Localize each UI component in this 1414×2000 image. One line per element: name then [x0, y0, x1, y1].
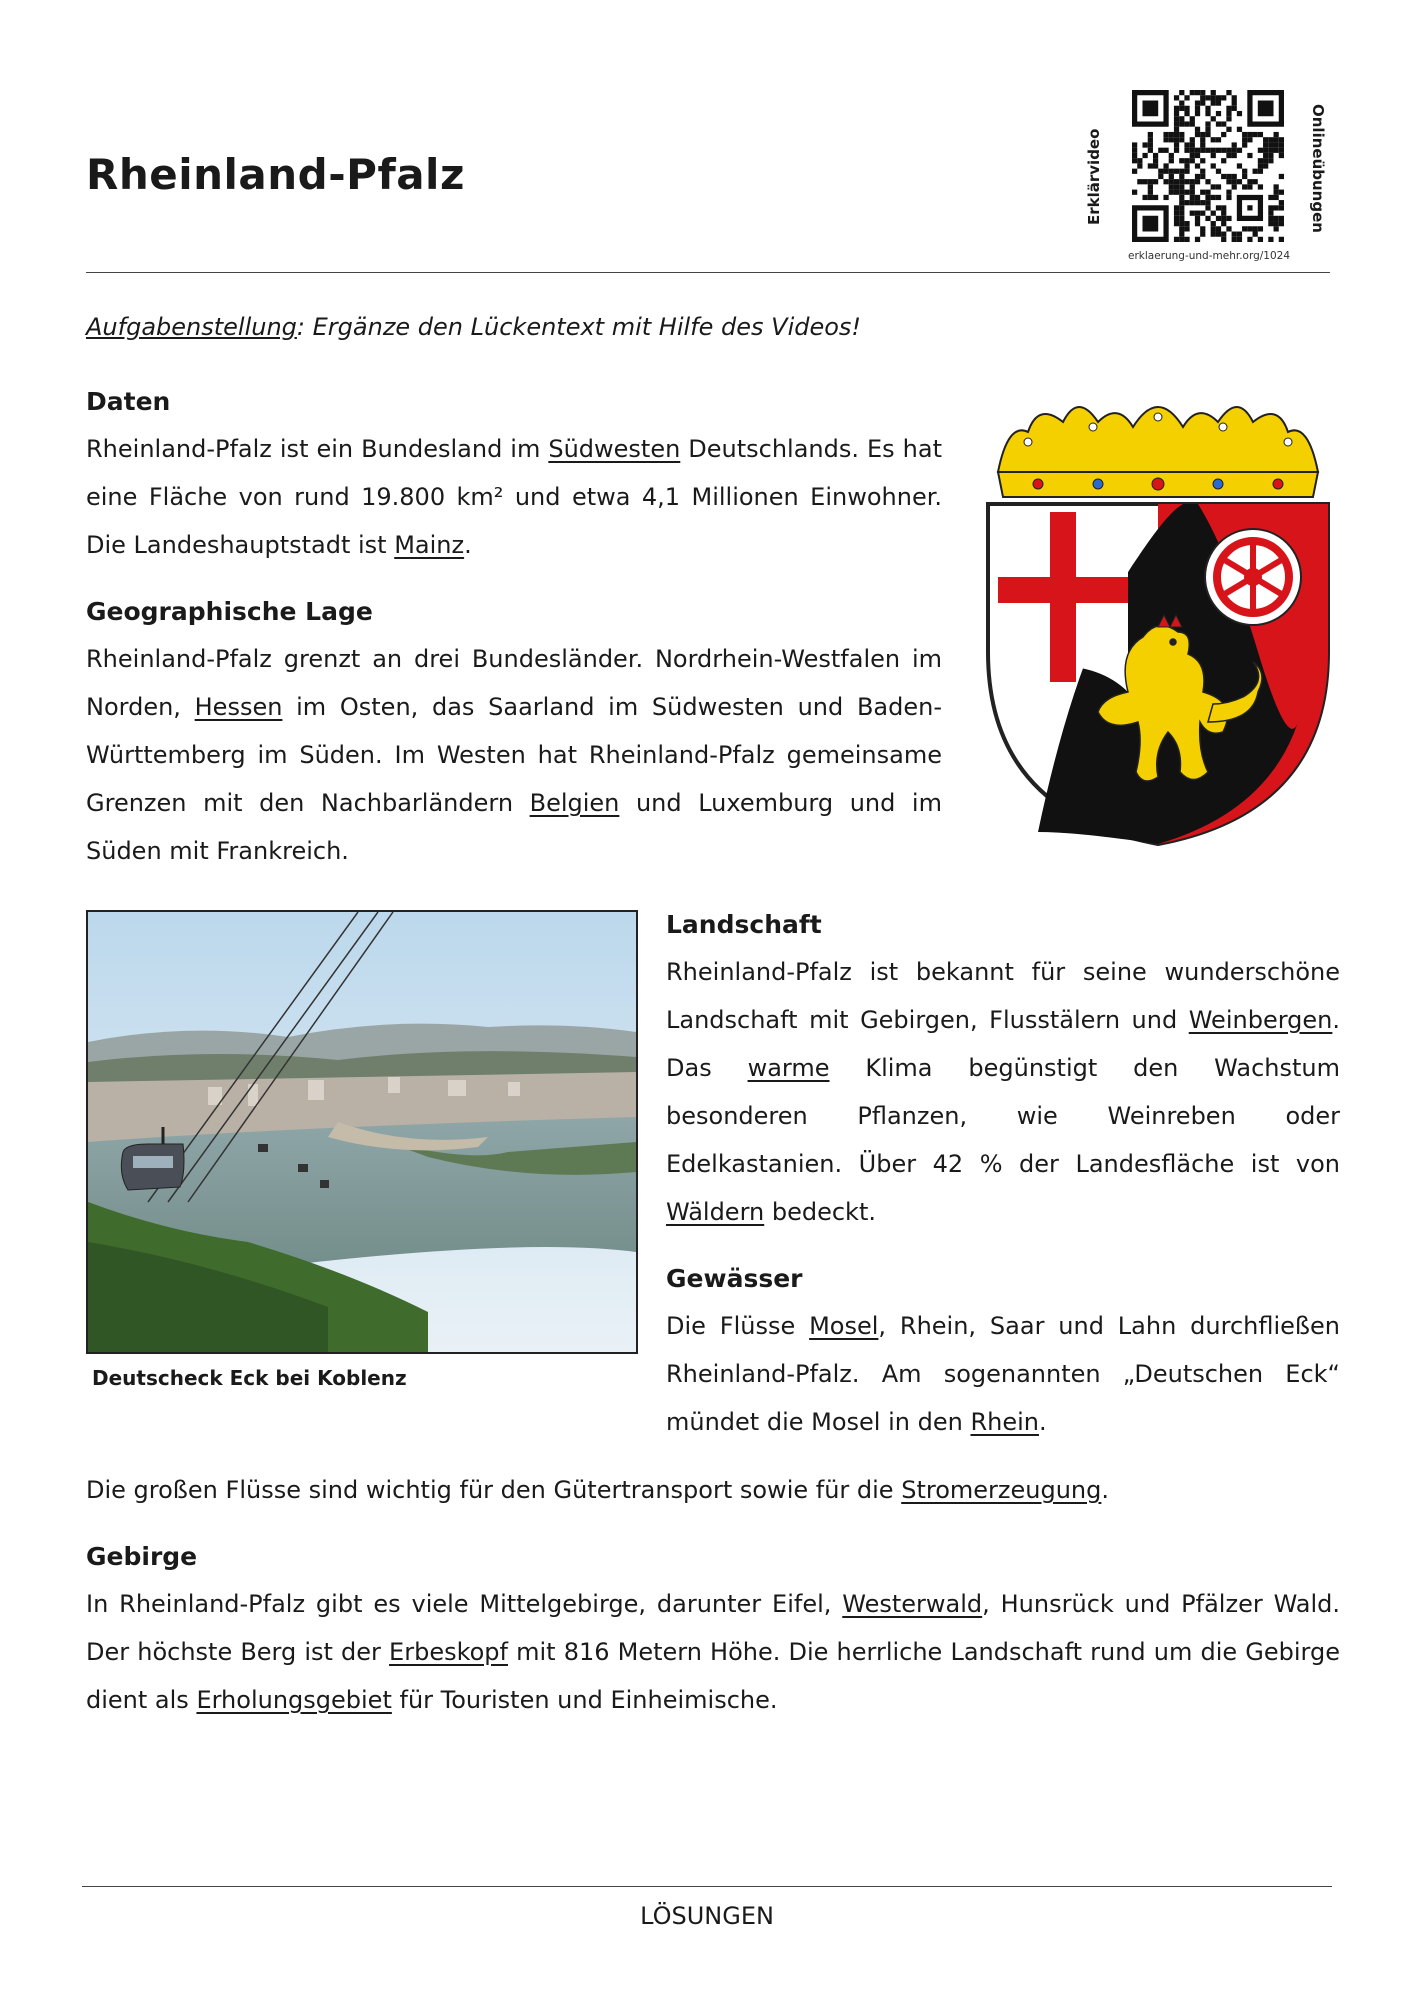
heading-landschaft: Landschaft — [666, 910, 822, 939]
paragraph-fluesse: Die großen Flüsse sind wichtig für den Gütertransport sowie für die Stromerzeugung. — [86, 1476, 1109, 1504]
gap-answer: Mosel — [809, 1312, 879, 1340]
header-divider — [86, 272, 1330, 273]
qr-label-explainer-video: Erklärvideo — [1085, 128, 1103, 225]
photo-caption: Deutscheck Eck bei Koblenz — [92, 1366, 407, 1390]
task-text: Ergänze den Lückentext mit Hilfe des Videos! — [305, 313, 862, 341]
qr-label-online-exercises: Onlineübungen — [1309, 104, 1327, 233]
footer-divider — [82, 1886, 1332, 1887]
heading-geographische-lage: Geographische Lage — [86, 597, 373, 626]
qr-url: erklaerung-und-mehr.org/1024 — [1128, 250, 1291, 262]
heading-gewaesser: Gewässer — [666, 1264, 803, 1293]
deutsches-eck-illustration — [88, 912, 636, 1352]
gap-answer: warme — [747, 1054, 830, 1082]
gap-answer: Erbeskopf — [389, 1638, 508, 1666]
gap-answer: Rhein — [970, 1408, 1039, 1436]
page-title: Rheinland-Pfalz — [86, 150, 465, 199]
gap-answer: Erholungsgebiet — [196, 1686, 392, 1714]
coat-of-arms-image — [968, 392, 1348, 852]
qr-code[interactable] — [1132, 90, 1284, 242]
gap-answer: Mainz — [394, 531, 465, 559]
paragraph-daten: Rheinland-Pfalz ist ein Bundesland im Südwesten Deutschlands. Es hat eine Fläche von rund 19.800 km² und etwa 4,1 Millionen Einwohner. Die Landeshauptstadt ist Mainz. — [86, 435, 942, 559]
paragraph-gewaesser: Die Flüsse Mosel, Rhein, Saar und Lahn durchfließen Rheinland-Pfalz. Am sogenannten „Deutschen Eck“ mündet die Mosel in den Rhein. — [666, 1312, 1340, 1436]
paragraph-landschaft: Rheinland-Pfalz ist bekannt für seine wunderschöne Landschaft mit Gebirgen, Flusstälern und Weinbergen. Das warme Klima begünstigt den Wachstum besonderen Pflanzen, wie Weinreben oder Edelkastanien. Über 42 % der Landesfläche ist von Wäldern bedeckt. — [666, 958, 1340, 1226]
gap-answer: Südwesten — [548, 435, 681, 463]
gap-answer: Wäldern — [666, 1198, 765, 1226]
heading-daten: Daten — [86, 387, 171, 416]
task-instruction: Aufgabenstellung: Ergänze den Lückentext mit Hilfe des Videos! — [86, 313, 862, 341]
gap-answer: Stromerzeugung — [901, 1476, 1102, 1504]
gap-answer: Weinbergen — [1188, 1006, 1333, 1034]
heading-gebirge: Gebirge — [86, 1542, 198, 1571]
task-label: Aufgabenstellung — [86, 313, 297, 341]
paragraph-geographische-lage: Rheinland-Pfalz grenzt an drei Bundesländer. Nordrhein-Westfalen im Norden, Hessen im Osten, das Saarland im Südwesten und Baden-Württemberg im Süden. Im Westen hat Rheinland-Pfalz gemeinsame Grenzen mit den Nachbarländern Belgien und Luxemburg und im Süden mit Frankreich. — [86, 645, 942, 865]
koblenz-photo — [86, 910, 638, 1354]
gap-answer: Belgien — [529, 789, 620, 817]
crown-icon — [998, 407, 1318, 497]
footer-label: LÖSUNGEN — [640, 1902, 774, 1930]
wheel-of-mainz-icon — [1205, 529, 1301, 625]
gap-answer: Hessen — [194, 693, 283, 721]
paragraph-gebirge: In Rheinland-Pfalz gibt es viele Mittelgebirge, darunter Eifel, Westerwald, Hunsrück und Pfälzer Wald. Der höchste Berg ist der Erbeskopf mit 816 Metern Höhe. Die herrliche Landschaft rund um die Gebirge dient als Erholungsgebiet für Touristen und Einheimische. — [86, 1590, 1341, 1714]
gap-answer: Westerwald — [842, 1590, 983, 1618]
